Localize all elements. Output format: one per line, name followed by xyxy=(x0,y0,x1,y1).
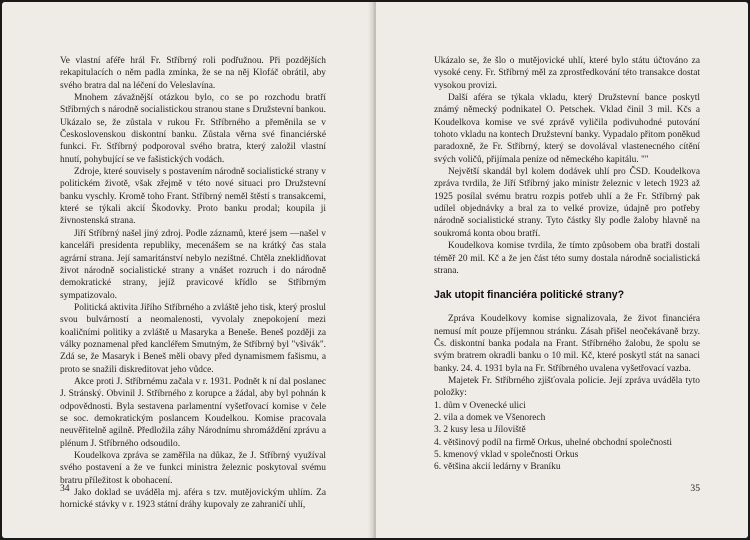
list-item: 2. vila a domek ve Všenorech xyxy=(434,412,546,423)
paragraph: Zdroje, které souvisely s postavením národně socialistické strany v politickém životě, však zřejmě v této nové situaci pro Družstevní banku vyschly. Kromě toho Frant. Stříbrný neměl štěstí s transakcemi, které se týkali akcií Škodovky. Proto banku prodal; koupila ji živnostenská strana. xyxy=(60,167,326,227)
list-item: 1. dům v Ovenecké ulici xyxy=(434,400,526,411)
property-list xyxy=(434,400,700,474)
list-item: 6. většina akcií ledárny v Braníku xyxy=(434,462,561,473)
list-item: 4. většinový podíl na firmě Orkus, uhelné obchodní společnosti xyxy=(434,437,672,448)
paragraph: Jiří Stříbrný našel jiný zdroj. Podle záznamů, které jsem —našel v kanceláři presidenta republiky, mecenášem se na krátký čas stala agrární strana. Její samaritánství nebylo nezištné. Chtěla zneklidňovat život národně socialistické strany a vnášet rozruch i do národně demokratické strany, jejíž pravicové křídlo se Stříbrným sympatizovalo. xyxy=(60,228,326,301)
paragraph: Ve vlastní aféře hrál Fr. Stříbrný roli podřužnou. Při pozdějších rekapitulacích o něm padla zmínka, že se na něj Klofáč obrátil, aby svého bratra dal na léčení do Veleslavína. xyxy=(60,56,326,91)
paragraph: Ukázalo se, že šlo o mutějovické uhlí, které bylo státu účtováno za vysoké ceny. Fr. Stříbrný měl za zprostředkování této transakce dostat vysokou provizi. xyxy=(434,56,700,91)
paragraph: Další aféra se týkala vkladu, který Družstevní bance poskytl známý německý podnikatel O. Petschek. Vklad činil 3 mil. Kčs a Koudelkova komise ve své zprávě vyličila podivuhodné putování tohoto vkladu na kontech Družstevní banky. Vypadalo přitom poněkud paradoxně, že Fr. Stříbrný, který se dovolával vlastenecného cítění svých voličů, přijímala peníze od německého kapitálu. "" xyxy=(434,93,700,165)
paragraph: Zpráva Koudelkovy komise signalizovala, že život financiéra nemusí mít pouze příjemnou stránku. Zásah přišel neočekávaně brzy. Čs. diskontní banka podala na Frant. Stříbrného žalobu, že spolu se svým bratrem okradli banku o 10 mil. Kč, které poskytl stát na sanaci banky. 24. 4. 1931 byla na Fr. Stříbrného uvalena vyšetřovací vazba. xyxy=(434,314,700,374)
right-page-text xyxy=(434,55,700,474)
paragraph: Koudelkova zpráva se zaměřila na důkaz, že J. Stříbrný využíval svého postavení a že ve funkci ministra železnic poskytoval svému bratru příležitost k obohacení. xyxy=(60,451,326,486)
page-number-right: 35 xyxy=(690,483,700,494)
paragraph: Mnohem závažnější otázkou bylo, co se po rozchodu bratří Stříbrných s národně socialistickou stranou stane s Družstevní bankou. Ukázalo se, že zůstala v rukou Fr. Stříbrného a přeměnila se v Československou diskontní banku. Zůstala věrna své financiérské funkci. Fr. Stříbrný podporoval svého bratra, který založil vlastní hnutí, pohybující se ve fašistických vodách. xyxy=(60,93,326,165)
list-item: 5. kmenový vklad v společnosti Orkus xyxy=(434,449,579,460)
left-page xyxy=(2,2,374,538)
paragraph: Majetek Fr. Stříbrného zjišťovala policie. Její zpráva uváděla tyto položky: xyxy=(434,375,700,399)
list-item: 3. 2 kusy lesa u Jíloviště xyxy=(434,425,526,436)
section-gap xyxy=(434,277,700,289)
section-heading: Jak utopit financiéra politické strany? xyxy=(434,289,625,302)
paragraph: Akce proti J. Stříbrnému začala v r. 1931. Podnět k ní dal poslanec J. Stránský. Obvinil J. Stříbrného z korupce a žádal, aby byl pohnán k odpovědnosti. Byla sestavena parlamentní vyšetřovací komise v čele se soc. demokratickým poslancem Koudelkou. Komise pracovala neuvěřitelně agilně. Předložila záhy Národnímu shromáždění zprávu a plénum J. Stříbrného odsoudilo. xyxy=(60,376,326,449)
right-page xyxy=(376,2,748,538)
left-page-text xyxy=(60,55,326,512)
paragraph: Největší skandál byl kolem dodávek uhlí pro ČSD. Koudelkova zpráva tvrdila, že Jiří Stříbrný jako ministr železnic v letech 1923 až 1925 posílal svému bratru rozpis potřeb uhlí a že Fr. Stříbrný pak udílel objednávky a bral za to velké provize, údajně pro potřeby národně socialistické strany. Tyto částky šly podle žaloby hlavně na soukromá konta obou bratří. xyxy=(434,167,700,239)
paragraph: Koudelkova komise tvrdila, že tímto způsobem oba bratři dostali téměř 20 mil. Kč a že jen část této sumy dostala národně socialistická strana. xyxy=(434,241,700,276)
paragraph: Jako doklad se uváděla mj. aféra s tzv. mutějovickým uhlím. Za hornické stávky v r. 1923 státní dráhy kupovaly ze zahraničí uhlí, xyxy=(60,488,326,511)
page-number-left: 34 xyxy=(60,483,70,494)
book-spread xyxy=(2,2,748,538)
paragraph: Politická aktivita Jiřího Stříbrného a zvláště jeho tisk, který proslul svou bulvárností a neomalenosti, vyvolaly znepokojení mezi koaličními politiky a zvláště u Masaryka a Beneše. Beneš později za války poznamenal před kancléřem Smutným, že Stříbrný byl "všivák". Zdá se, že Masaryk i Beneš měli obavy před dynamismem fašismu, a proto se snažili diskreditovat jeho vůdce. xyxy=(60,302,326,375)
